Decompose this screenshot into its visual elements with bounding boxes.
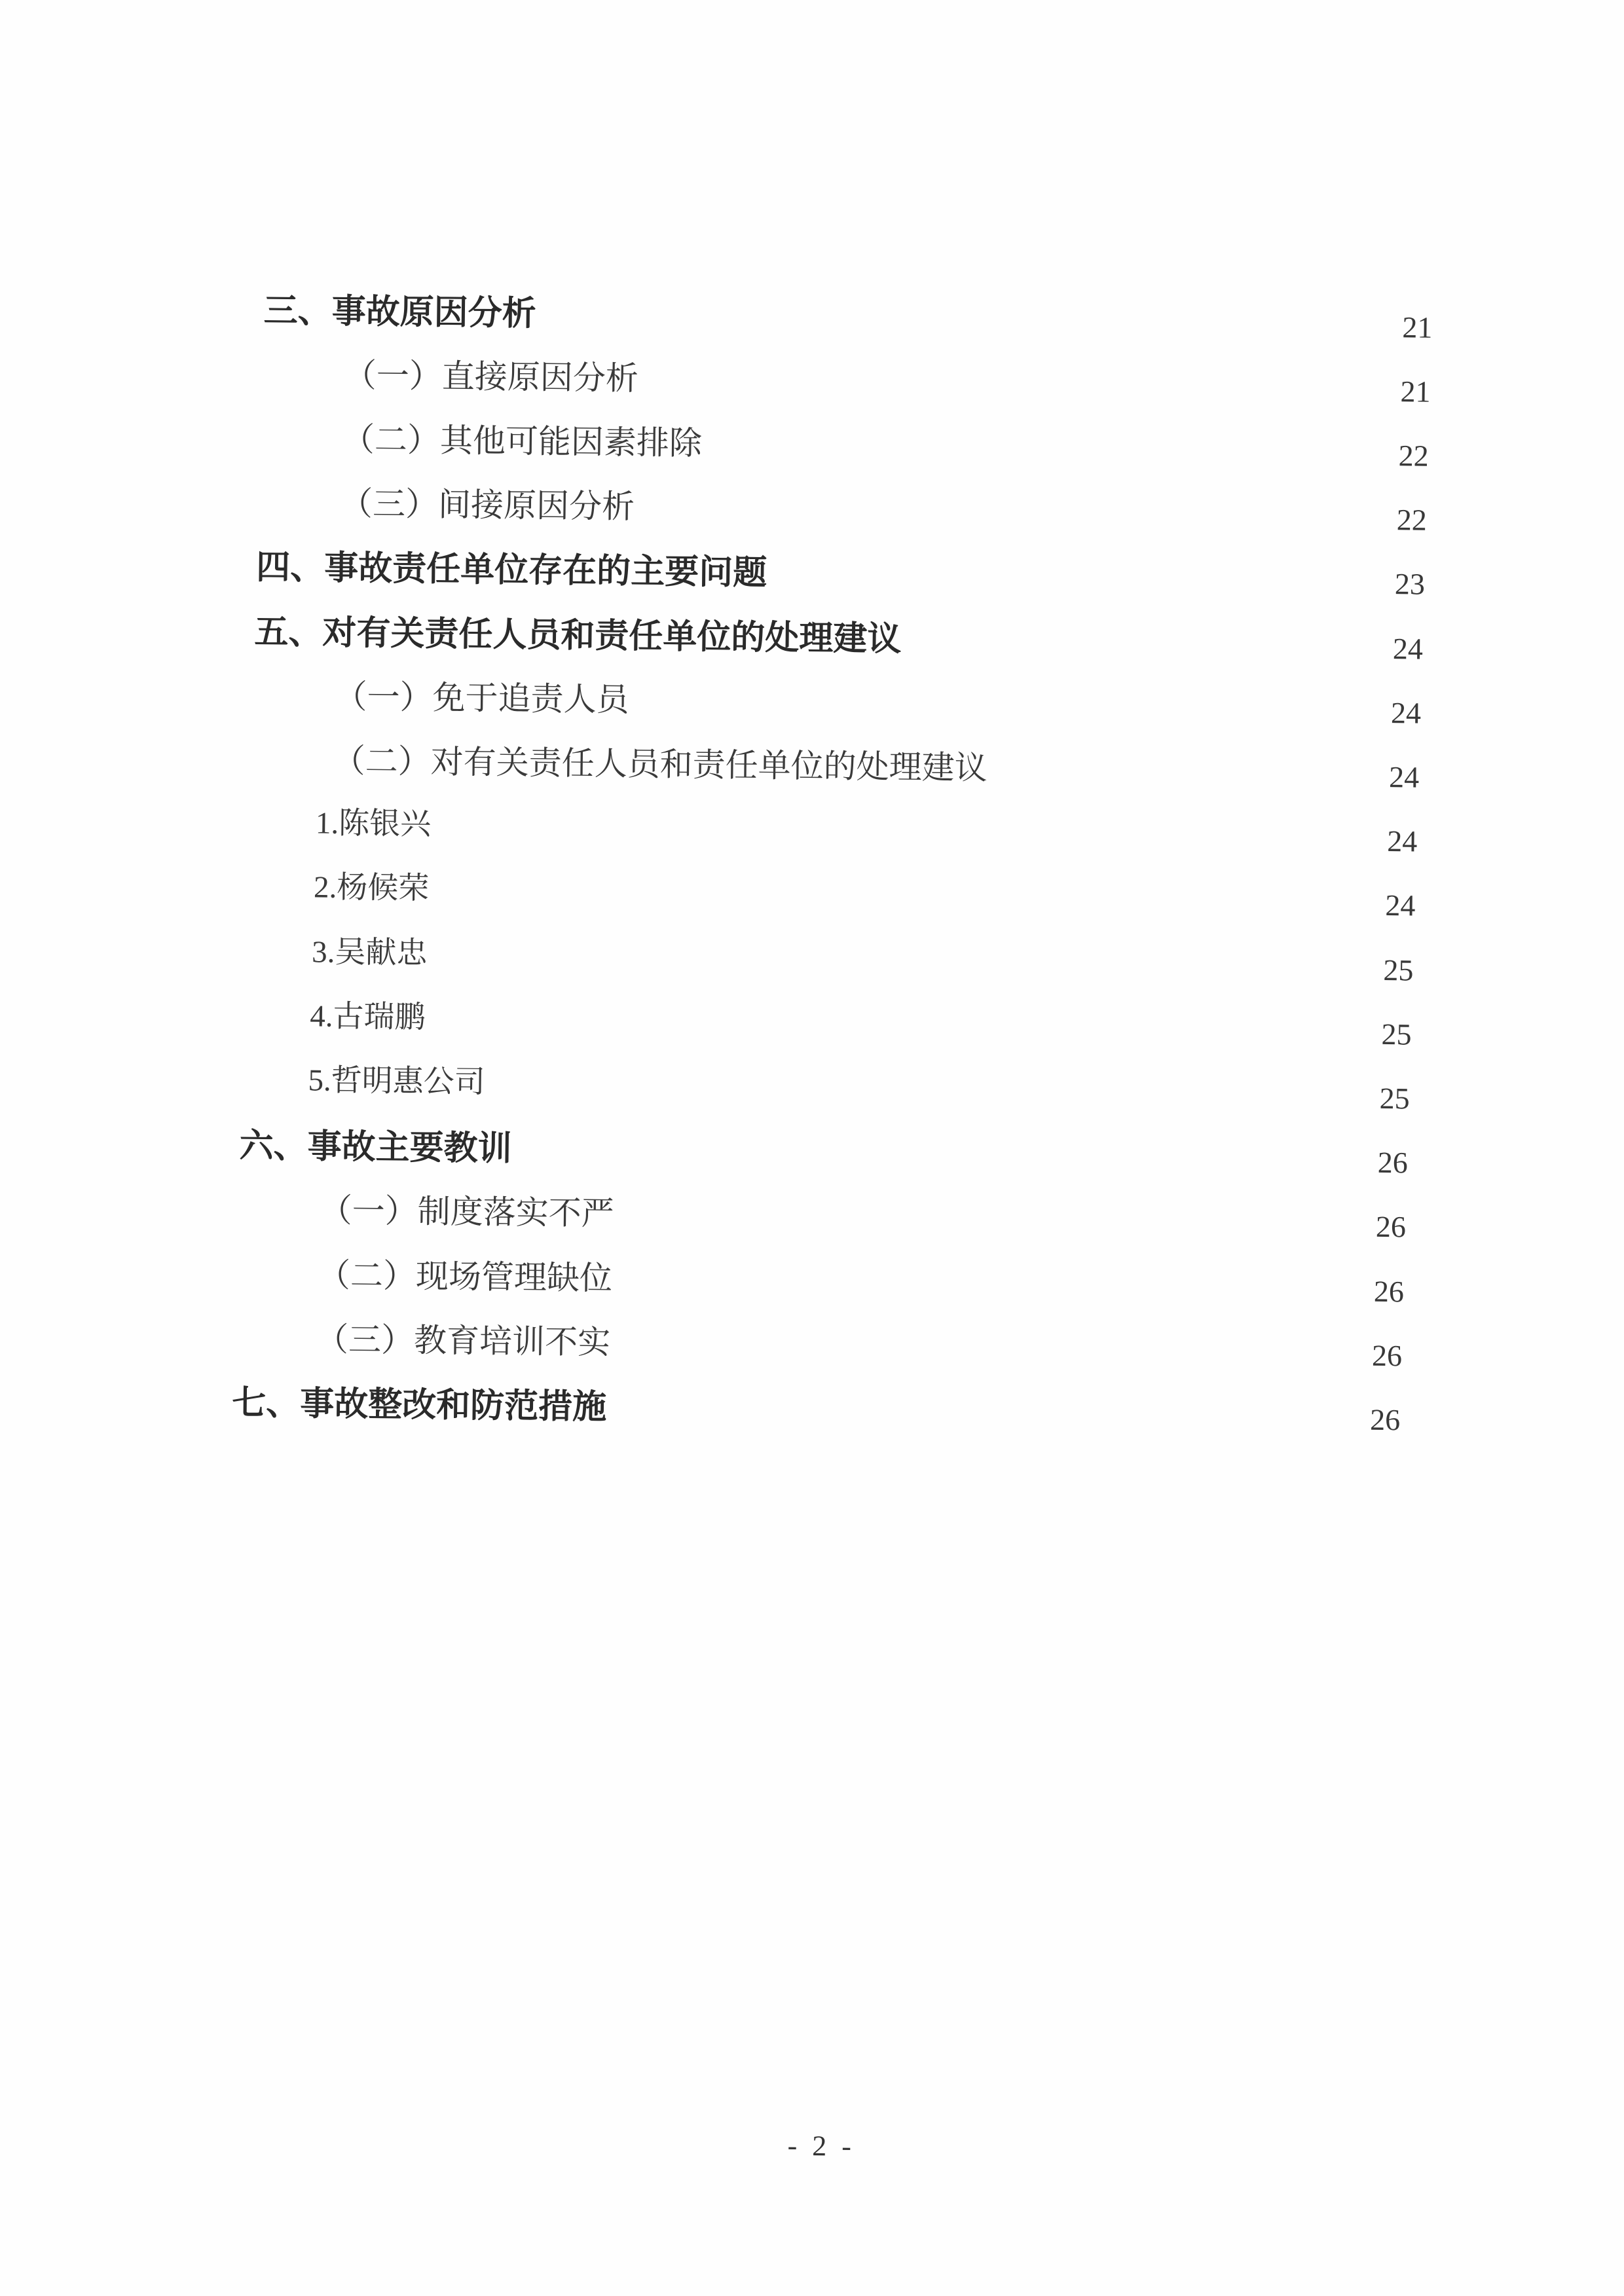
toc-entry-page-number: 23: [1394, 567, 1426, 601]
toc-entry-title: 五、对有关责任人员和责任单位的处理建议: [254, 612, 902, 659]
toc-entry-page-number: 21: [1400, 374, 1431, 409]
toc-entry-page-number: 24: [1388, 759, 1420, 794]
toc-entry-page-number: 25: [1381, 1017, 1412, 1051]
toc-entry-page-number: 22: [1396, 503, 1428, 537]
toc-entry-page-number: 22: [1398, 439, 1429, 473]
toc-entry-page-number: 21: [1402, 310, 1433, 344]
toc-entry-page-number: 26: [1373, 1274, 1405, 1308]
toc-entry-title: 4.古瑞鹏: [310, 999, 426, 1035]
toc-entry-title: （一）免于追责人员: [334, 678, 629, 718]
toc-entry-title: （三）教育培训不实: [315, 1321, 611, 1361]
toc-entry-page-number: 26: [1375, 1210, 1407, 1244]
toc-entry-title: 三、事故原因分析: [263, 291, 536, 333]
toc-entry-title: （三）间接原因分析: [339, 484, 635, 526]
toc-entry-title: 3.吴献忠: [311, 934, 428, 970]
footer-page-number: - 2 -: [787, 2129, 856, 2162]
toc-entry-title: （一）直接原因分析: [343, 356, 639, 397]
toc-entry-page-number: 24: [1386, 824, 1418, 858]
toc-entry-title: （二）对有关责任人员和责任单位的处理建议: [332, 742, 987, 786]
toc-entry-page-number: 25: [1379, 1081, 1410, 1116]
toc-entry-page-number: 26: [1377, 1145, 1409, 1180]
toc-entry-page-number: 26: [1371, 1338, 1403, 1372]
toc-entry-title: 1.陈银兴: [315, 806, 432, 842]
toc-entry-page-number: 24: [1385, 888, 1416, 922]
toc-entry-title: 六、事故主要教训: [239, 1127, 512, 1168]
toc-entry-title: 5.哲明惠公司: [308, 1063, 486, 1100]
toc-entry-title: （二）现场管理缺位: [317, 1256, 613, 1297]
toc-entry-page-number: 25: [1383, 953, 1414, 987]
toc-entry-title: 七、事故整改和防范措施: [231, 1383, 607, 1427]
toc-entry-title: 四、事故责任单位存在的主要问题: [255, 548, 767, 592]
toc-entry-title: （二）其他可能因素排除: [341, 420, 703, 462]
toc-entry-title: （一）制度落实不严: [319, 1192, 615, 1232]
toc-entry-title: 2.杨候荣: [313, 870, 430, 906]
toc-entry-page-number: 24: [1392, 631, 1424, 666]
toc-entry-page-number: 24: [1390, 695, 1422, 730]
toc-entry-page-number: 26: [1369, 1402, 1401, 1437]
